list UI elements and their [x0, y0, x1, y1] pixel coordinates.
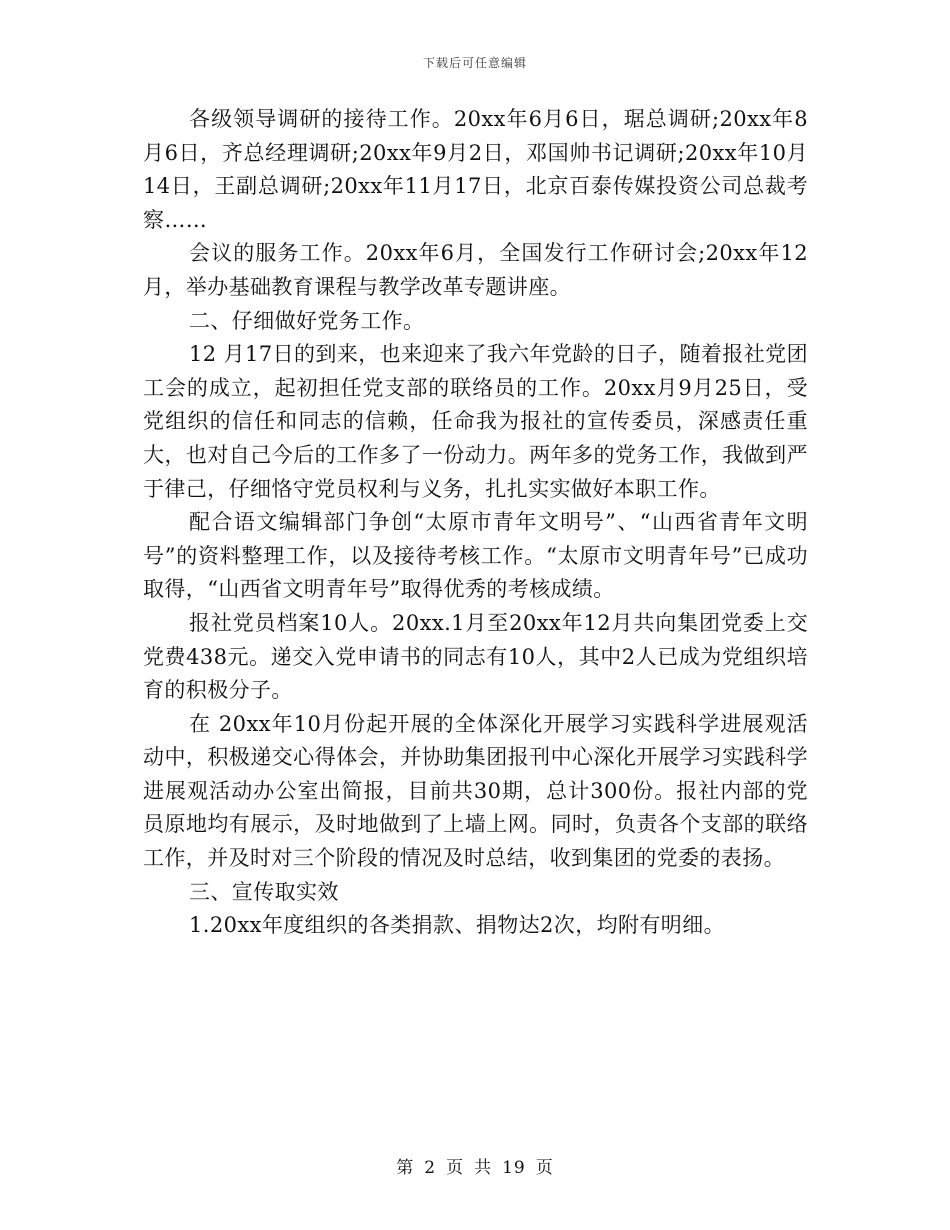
section-heading-party-work: 二、仔细做好党务工作。 [189, 308, 425, 333]
footer-total-pages: 19 [502, 1158, 526, 1178]
paragraph-civilization-award: 配合语文编辑部门争创“太原市青年文明号”、“山西省青年文明号”的资料整理工作，以及接待考核工作。“太原市文明青年号”已成功取得，“山西省文明青年号”取得优秀的考核成绩。 [143, 510, 808, 602]
paragraph-donations: 1.20xx年度组织的各类捐款、捐物达2次，均附有明细。 [189, 913, 726, 938]
paragraph-leader-visits: 各级领导调研的接待工作。20xx年6月6日，琚总调研;20xx年8月6日，齐总经理调研;20xx年9月2日，邓国帅书记调研;20xx年10月14日，王副总调研;20xx年11月17日，北京百泰传媒投资公司总裁考察…… [143, 107, 808, 232]
document-body [143, 103, 808, 943]
page-header: 下载后可任意编辑 [422, 56, 527, 70]
page-footer [0, 1153, 950, 1178]
footer-current-page: 2 [424, 1158, 437, 1178]
footer-label-unit-2: 页 [535, 1158, 554, 1178]
paragraph-study-activity: 在 20xx年10月份起开展的全体深化开展学习实践科学进展观活动中，积极递交心得体会，并协助集团报刊中心深化开展学习实践科学进展观活动办公室出简报，目前共30期，总计300份。报社内部的党员原地均有展示，及时地做到了上墙上网。同时，负责各个支部的联络工作，并及时对三个阶段的情况及时总结，收到集团的党委的表扬。 [143, 711, 808, 871]
footer-label-page: 第 [396, 1158, 415, 1178]
footer-label-total: 共 [474, 1158, 493, 1178]
paragraph-meeting-service: 会议的服务工作。20xx年6月，全国发行工作研讨会;20xx年12月，举办基础教育课程与教学改革专题讲座。 [143, 241, 808, 299]
paragraph-member-records: 报社党员档案10人。20xx.1月至20xx年12月共向集团党委上交党费438元。递交入党申请书的同志有10人，其中2人已成为党组织培育的积极分子。 [143, 610, 808, 703]
paragraph-party-work: 12 月17日的到来，也来迎来了我六年党龄的日子，随着报社党团工会的成立，起初担任党支部的联络员的工作。20xx月9月25日，受党组织的信任和同志的信赖，任命我为报社的宣传委员，深感责任重大，也对自己今后的工作多了一份动力。两年多的党务工作，我做到严于律己，仔细恪守党员权利与义务，扎扎实实做好本职工作。 [143, 342, 808, 501]
section-heading-publicity: 三、宣传取实效 [189, 879, 339, 904]
footer-label-unit: 页 [446, 1158, 465, 1178]
